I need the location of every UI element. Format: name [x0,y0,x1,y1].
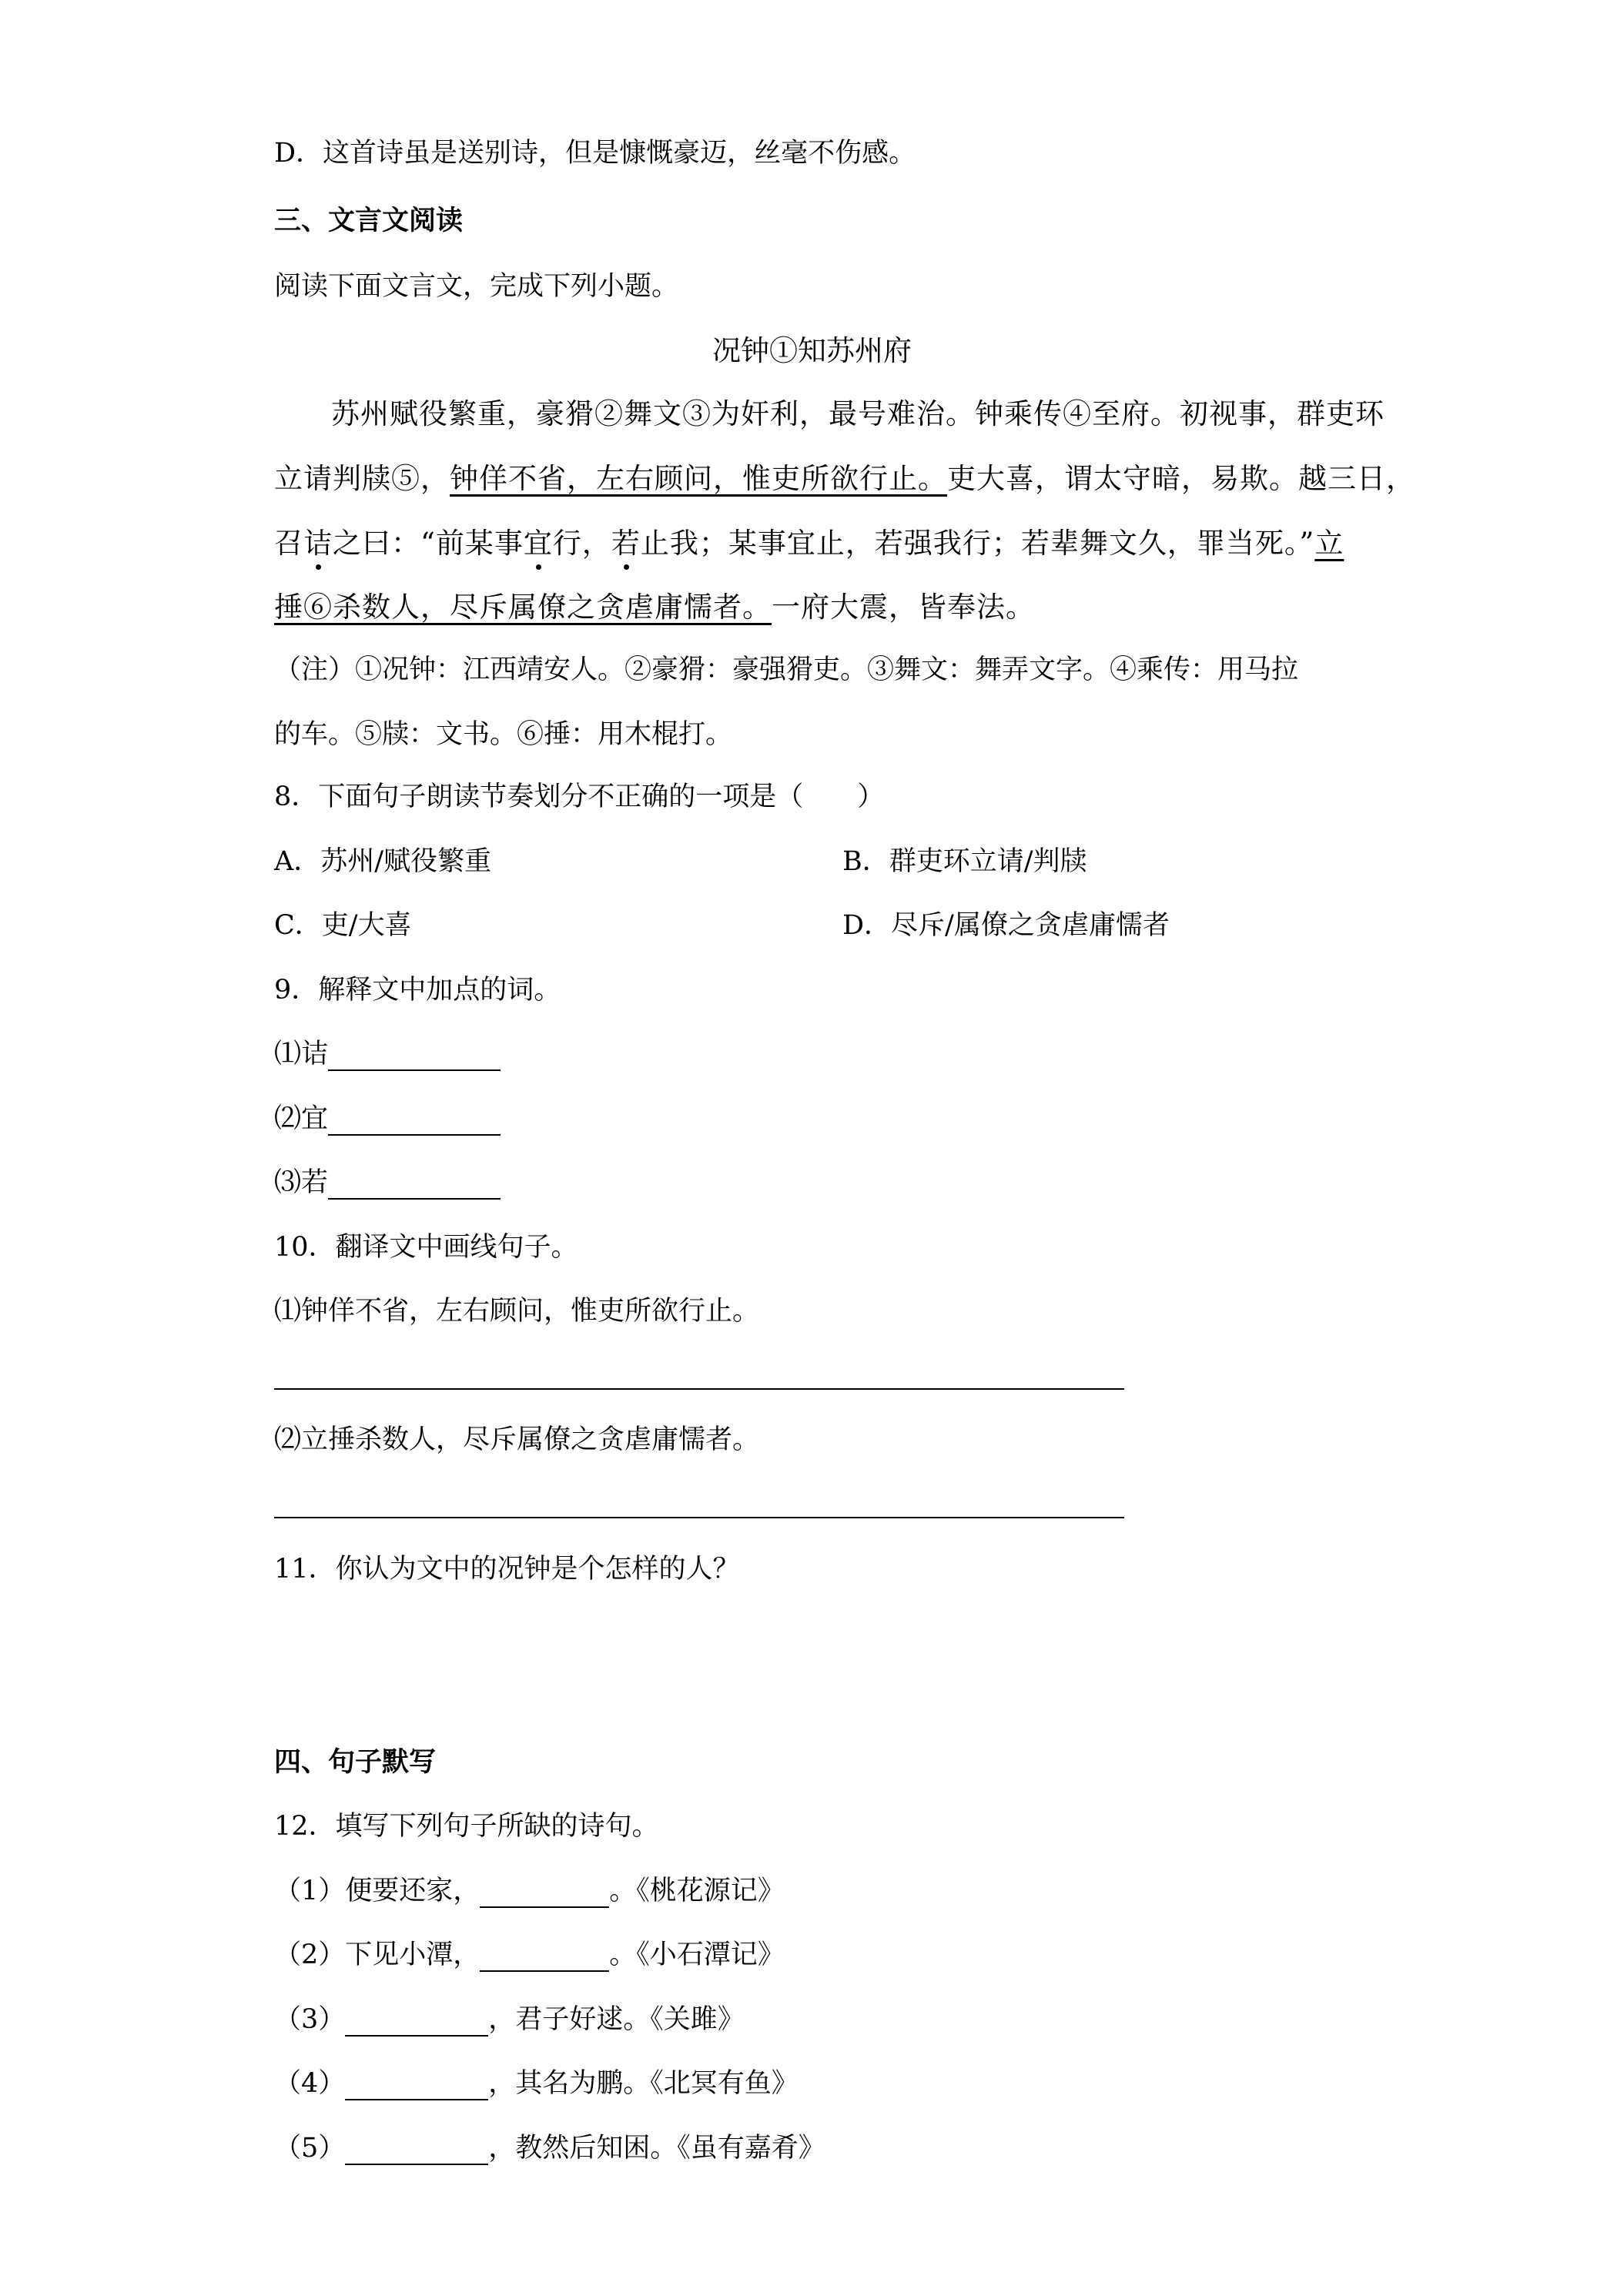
q12-item-source: 。《小石潭记》 [609,1940,785,1970]
dotted-word-jie: 诘 [303,525,333,562]
q12-item-prefix: （4） [274,2068,346,2099]
q12-item-prefix: （3） [274,2004,346,2035]
q8-option-b[interactable]: B．群吏环立请/判牍 [842,846,1087,877]
q8-stem: 8．下面句子朗读节奏划分不正确的一项是（ ） [274,782,885,812]
q12-item-1 [274,1874,785,1908]
passage-line-2 [274,460,1415,497]
q12-item-4 [274,2067,799,2100]
q10-item-2: ⑵立捶杀数人，尽斥属僚之贪虐庸懦者。 [274,1424,760,1455]
dotted-word-ruo: 若 [611,525,641,562]
answer-blank[interactable] [328,1043,501,1071]
q8-option-a[interactable]: A．苏州/赋役繁重 [274,846,492,877]
answer-line[interactable] [274,1388,1124,1390]
answer-blank[interactable] [345,2073,488,2100]
q12-item-source: 。《桃花源记》 [609,1876,785,1906]
answer-line[interactable] [274,1517,1124,1518]
passage-text: 止我；某事宜止，若强我行；若辈舞文久，罪当死。” [640,527,1315,560]
q9-stem: 9．解释文中加点的词。 [274,975,561,1006]
passage-text: 行， [552,527,611,560]
passage-text: 一府大震，皆奉法。 [772,591,1035,624]
q11-stem: 11．你认为文中的况钟是个怎样的人？ [274,1554,740,1585]
answer-blank[interactable] [328,1108,501,1136]
q12-item-source: ，君子好逑。《关雎》 [488,2004,745,2035]
q9-item-1 [274,1037,501,1071]
q9-item-label: ⑵宜 [274,1103,329,1134]
passage-text: 召 [274,527,303,560]
q12-item-5 [274,2131,825,2165]
q12-item-source: ，其名为鹏。《北冥有鱼》 [488,2068,799,2099]
q7-option-d: D．这首诗虽是送别诗，但是慷慨豪迈，丝毫不伤感。 [274,138,916,169]
q12-item-3 [274,2003,745,2037]
q12-item-2 [274,1938,785,1972]
answer-blank[interactable] [480,1944,609,1972]
q12-item-prefix: （2）下见小潭， [274,1940,481,1970]
answer-blank[interactable] [345,2137,488,2165]
section-instruction: 阅读下面文言文，完成下列小题。 [274,271,679,302]
q10-item-1: ⑴钟佯不省，左右顾问，惟吏所欲行止。 [274,1296,760,1327]
q12-item-prefix: （5） [274,2133,346,2164]
section-heading-sentence-dictation: 四、句子默写 [274,1747,437,1778]
q12-item-prefix: （1）便要还家， [274,1876,481,1906]
q9-item-label: ⑴诘 [274,1039,329,1069]
q12-item-source: ，教然后知困。《虽有嘉肴》 [488,2133,825,2164]
passage-line-3 [274,525,1361,562]
answer-blank[interactable] [345,2009,488,2037]
q12-stem: 12．填写下列句子所缺的诗句。 [274,1811,659,1842]
answer-blank[interactable] [328,1172,501,1200]
passage-text: 立请判牍⑤， [274,462,450,495]
passage-line-1: 苏州赋役繁重，豪猾②舞文③为奸利，最号难治。钟乘传④至府。初视事，群吏环 [331,397,1385,430]
q10-stem: 10．翻译文中画线句子。 [274,1232,578,1263]
annotation-line-1: （注）①况钟：江西靖安人。②豪猾：豪强猾吏。③舞文：舞弄文字。④乘传：用马拉 [274,654,1299,685]
q8-option-c[interactable]: C．吏/大喜 [274,910,412,941]
q9-item-2 [274,1102,501,1136]
underlined-sentence-2-start: 立 [1314,527,1344,560]
passage-text: 吏大喜，谓太守暗，易欺。越三日， [947,462,1415,495]
q9-item-label: ⑶若 [274,1167,329,1198]
q8-option-d[interactable]: D．尽斥/属僚之贪虐庸懦者 [842,910,1170,941]
passage-title: 况钟①知苏州府 [712,334,912,367]
dotted-word-yi: 宜 [524,525,553,562]
q9-item-3 [274,1166,501,1200]
passage-line-4 [274,589,1361,626]
answer-blank[interactable] [480,1880,609,1908]
section-heading-classical-reading: 三、文言文阅读 [274,206,464,236]
annotation-line-2: 的车。⑤牍：文书。⑥捶：用木棍打。 [274,719,733,750]
underlined-sentence-2: 捶⑥杀数人，尽斥属僚之贪虐庸懦者。 [274,591,772,624]
passage-text: 之曰：“前某事 [333,527,524,560]
underlined-sentence-1: 钟佯不省，左右顾问，惟吏所欲行止。 [450,462,947,495]
